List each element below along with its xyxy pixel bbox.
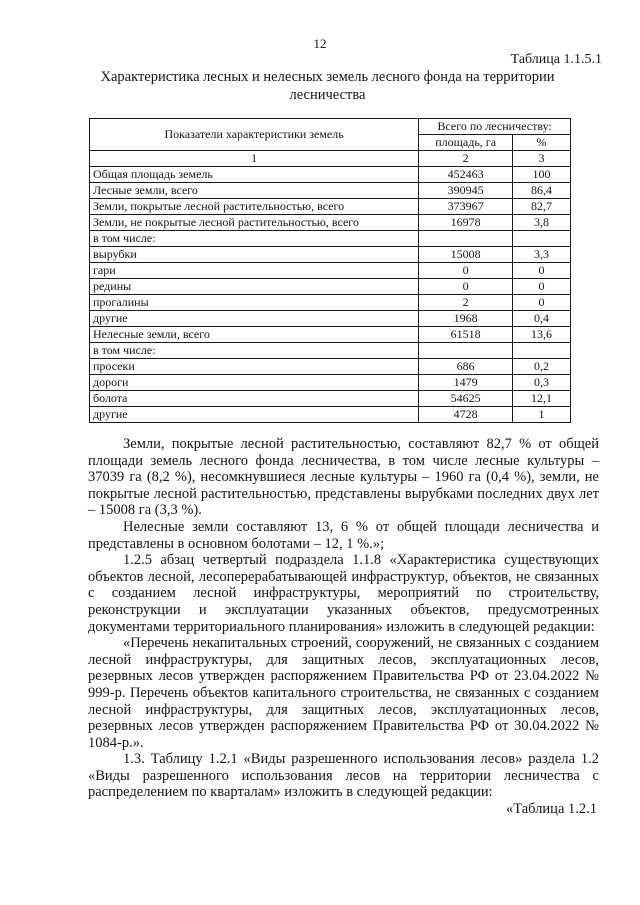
row-label: Лесные земли, всего <box>90 183 419 199</box>
row-percent: 0,4 <box>513 311 571 327</box>
row-label: гари <box>90 263 419 279</box>
row-percent <box>513 343 571 359</box>
row-percent: 3,8 <box>513 215 571 231</box>
row-area: 0 <box>419 279 513 295</box>
row-label: Земли, не покрытые лесной растительностью, всего <box>90 215 419 231</box>
row-area: 4728 <box>419 407 513 423</box>
row-label: Нелесные земли, всего <box>90 327 419 343</box>
row-percent: 13,6 <box>513 327 571 343</box>
row-percent: 3,3 <box>513 247 571 263</box>
row-percent: 12,1 <box>513 391 571 407</box>
row-percent: 0 <box>513 279 571 295</box>
row-label: Общая площадь земель <box>90 167 419 183</box>
table-row <box>90 279 571 295</box>
row-area: 390945 <box>419 183 513 199</box>
area-header: площадь, га <box>419 135 513 151</box>
row-percent: 100 <box>513 167 571 183</box>
row-area: 1479 <box>419 375 513 391</box>
paragraph-amendment-1-2-5: 1.2.5 абзац четвертый подраздела 1.1.8 «Характеристика существующих объектов лесной, лесоперерабатывающей инфраструктур, объектов, не связанных с созданием лесной инфраструктуры, мероприятий по строительству, реконструкции и эксплуатации указанных объектов, предусмотренных документами территориального планирования» изложить в следующей редакции: <box>88 552 599 635</box>
row-area: 61518 <box>419 327 513 343</box>
row-label: в том числе: <box>90 343 419 359</box>
row-percent: 1 <box>513 407 571 423</box>
table-row <box>90 215 571 231</box>
row-area: 373967 <box>419 199 513 215</box>
table-row <box>90 343 571 359</box>
table-row <box>90 167 571 183</box>
table-row <box>90 231 571 247</box>
column-number: 1 <box>90 151 419 167</box>
row-area <box>419 343 513 359</box>
table-row <box>90 407 571 423</box>
row-label: болота <box>90 391 419 407</box>
paragraph-amendment-1-3: 1.3. Таблицу 1.2.1 «Виды разрешенного использования лесов» раздела 1.2 «Виды разрешенного использования лесов на территории лесничества с распределением по кварталам» изложить в следующей редакции: <box>88 751 599 801</box>
row-label: в том числе: <box>90 231 419 247</box>
percent-header: % <box>513 135 571 151</box>
row-area: 54625 <box>419 391 513 407</box>
table-row <box>90 359 571 375</box>
table-row <box>90 327 571 343</box>
row-area: 686 <box>419 359 513 375</box>
row-label: дороги <box>90 375 419 391</box>
row-percent: 86,4 <box>513 183 571 199</box>
column-number: 3 <box>513 151 571 167</box>
land-characteristics-table <box>89 118 571 423</box>
paragraph-structures-list: «Перечень некапитальных строений, сооружений, не связанных с созданием лесной инфраструктуры, для защитных лесов, эксплуатационных лесов, резервных лесов утвержден распоряжением Правительства РФ от 23.04.2022 № 999-р. Перечень объектов капитального строительства, не связанных с созданием лесной инфраструктуры, для защитных лесов, эксплуатационных лесов, резервных лесов утвержден распоряжением Правительства РФ от 30.04.2022 № 1084-р.». <box>88 635 599 751</box>
table-row <box>90 247 571 263</box>
row-label: редины <box>90 279 419 295</box>
table-row <box>90 295 571 311</box>
row-label: Земли, покрытые лесной растительностью, всего <box>90 199 419 215</box>
closing-table-reference: «Таблица 1.2.1 <box>505 801 597 818</box>
table-row <box>90 311 571 327</box>
table-row <box>90 391 571 407</box>
table-row <box>90 183 571 199</box>
row-label: прогалины <box>90 295 419 311</box>
row-label: вырубки <box>90 247 419 263</box>
page-number: 12 <box>313 36 327 51</box>
row-label: просеки <box>90 359 419 375</box>
row-percent: 0,2 <box>513 359 571 375</box>
row-area: 15008 <box>419 247 513 263</box>
row-percent: 0 <box>513 263 571 279</box>
table-row <box>90 263 571 279</box>
total-group-header: Всего по лесничеству: <box>419 119 571 135</box>
table-row <box>90 199 571 215</box>
row-percent: 82,7 <box>513 199 571 215</box>
row-percent: 0 <box>513 295 571 311</box>
row-percent: 0,3 <box>513 375 571 391</box>
table-reference: Таблица 1.1.5.1 <box>510 52 602 67</box>
table-title: Характеристика лесных и нелесных земель лесного фонда на территории лесничества <box>100 69 555 103</box>
indicator-header: Показатели характеристики земель <box>90 119 419 151</box>
row-area: 2 <box>419 295 513 311</box>
row-area: 0 <box>419 263 513 279</box>
paragraph-forest-cover: Земли, покрытые лесной растительностью, составляют 82,7 % от общей площади земель лесного фонда лесничества, в том числе лесные культуры – 37039 га (8,2 %), несомкнувшиеся лесные культуры – 1960 га (0,4 %), земли, не покрытые лесной растительностью, представлены вырубками последних двух лет – 15008 га (3,3 %). <box>88 436 599 519</box>
row-label: другие <box>90 311 419 327</box>
column-number: 2 <box>419 151 513 167</box>
row-label: другие <box>90 407 419 423</box>
row-percent <box>513 231 571 247</box>
table-row <box>90 375 571 391</box>
row-area: 1968 <box>419 311 513 327</box>
row-area <box>419 231 513 247</box>
row-area: 452463 <box>419 167 513 183</box>
body-text <box>88 436 599 818</box>
paragraph-nonforest-land: Нелесные земли составляют 13, 6 % от общей площади лесничества и представлены в основном болотами – 12, 1 %.»; <box>88 518 599 552</box>
row-area: 16978 <box>419 215 513 231</box>
